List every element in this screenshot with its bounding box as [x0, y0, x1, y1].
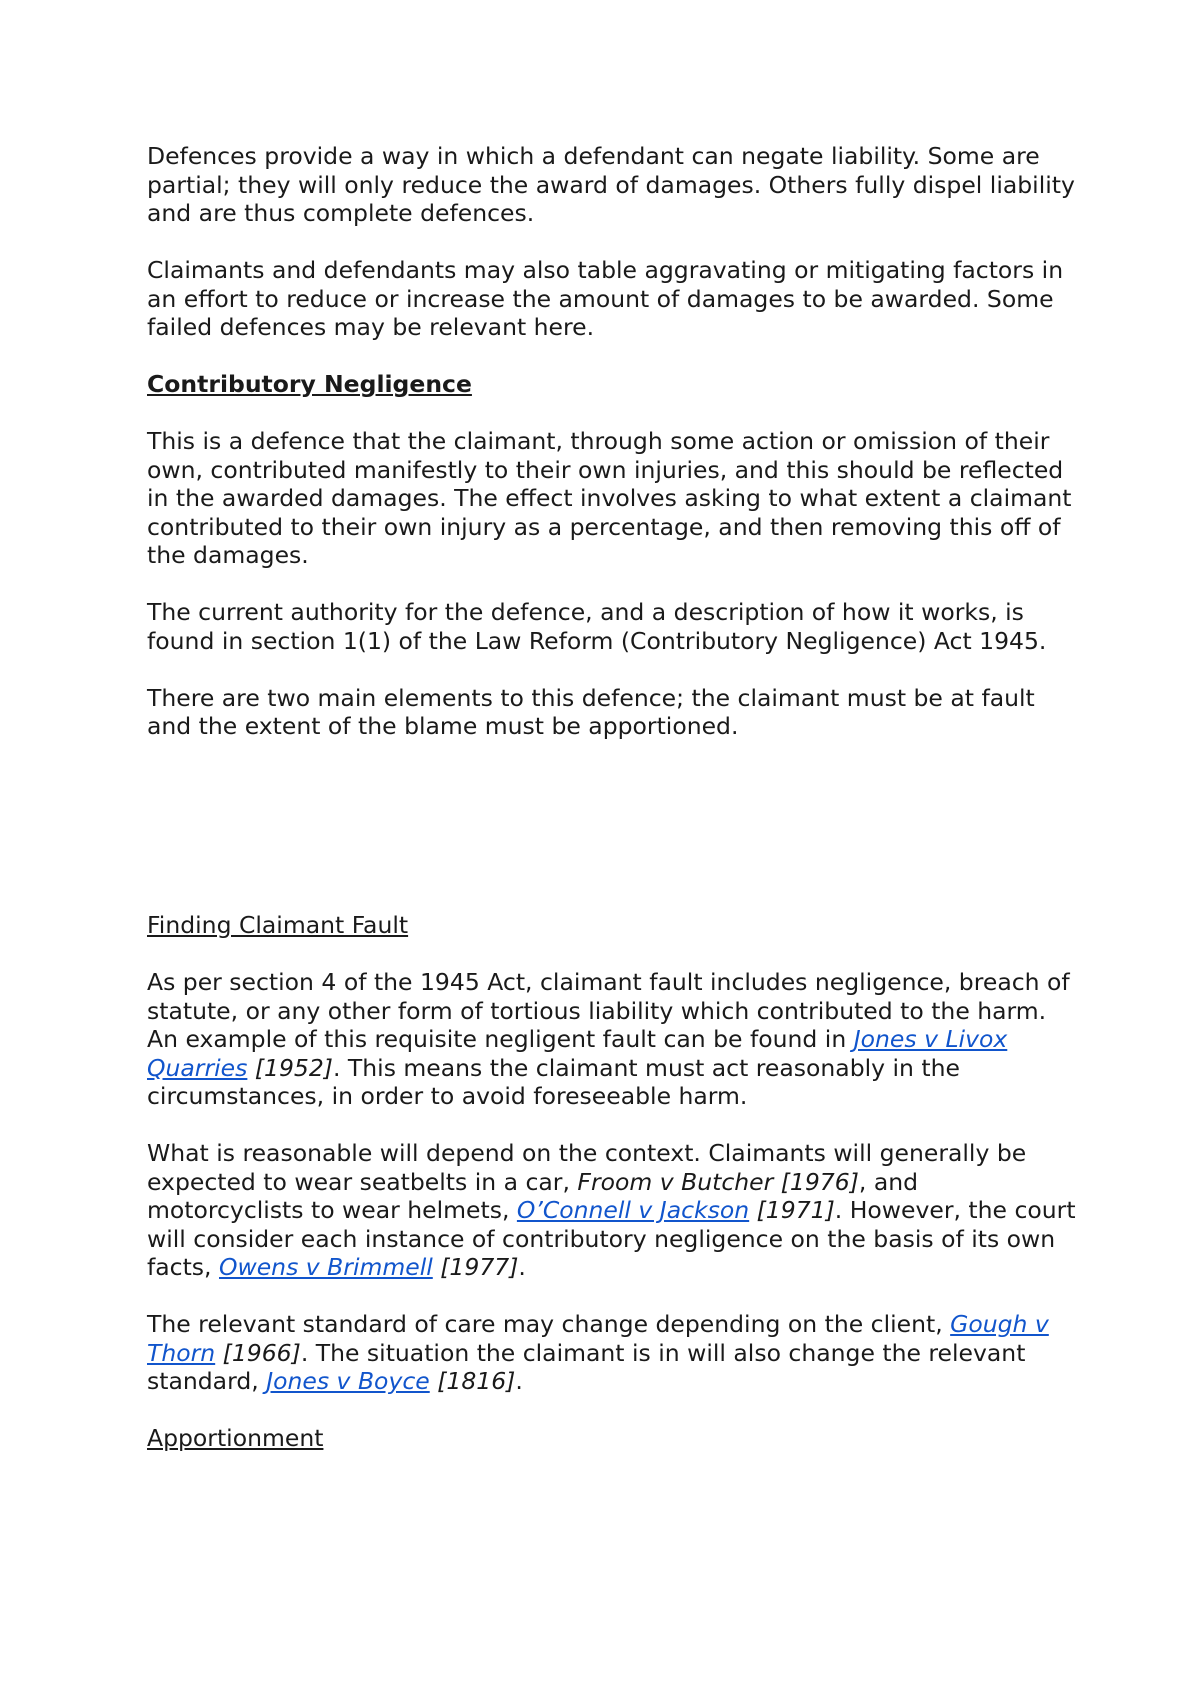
- contributory-paragraph-2: The current authority for the defence, and a description of how it works, is found in section 1(1) of the Law Reform (Contributory Negligence) Act 1945.: [147, 598, 1047, 655]
- case-link-gough-v-thorn[interactable]: Gough v Thorn: [147, 1310, 1049, 1367]
- fault-paragraph-3: [147, 1310, 1077, 1396]
- blank-space: [147, 769, 1077, 911]
- fault-p2-text-b: , and motorcyclists to wear helmets,: [147, 1167, 919, 1224]
- case-froom-v-butcher: Froom v Butcher [1976]: [577, 1167, 859, 1196]
- contributory-paragraph-3: There are two main elements to this defence; the claimant must be at fault and the extent of the blame must be apportioned.: [147, 683, 1035, 740]
- apportionment-heading: Apportionment: [147, 1424, 324, 1452]
- fault-p3-text-b: . The situation the claimant is in will also change the relevant standard,: [147, 1338, 1026, 1395]
- case-link-jones-v-livox[interactable]: Jones v Livox Quarries: [147, 1025, 1008, 1082]
- fault-paragraph-2: [147, 1139, 1077, 1282]
- case-link-oconnell-v-jackson[interactable]: O’Connell v Jackson: [516, 1196, 750, 1224]
- fault-p2-text-d: .: [518, 1253, 526, 1281]
- fault-p1-text-b: . This means the claimant must act reasonably in the circumstances, in order to avoid foreseeable harm.: [147, 1053, 960, 1110]
- fault-p2-text-a: What is reasonable will depend on the context. Claimants will generally be expected to wear seatbelts in a car,: [147, 1139, 1027, 1196]
- case-citation: [1816]: [429, 1367, 516, 1395]
- contributory-negligence-heading: Contributory Negligence: [147, 370, 472, 398]
- case-link-jones-v-boyce[interactable]: Jones v Boyce: [266, 1367, 430, 1395]
- fault-p2-text-c: . However, the court will consider each instance of contributory negligence on the basis of its own facts,: [147, 1196, 1076, 1281]
- fault-p3-text-c: .: [515, 1367, 523, 1395]
- contributory-paragraph-1: This is a defence that the claimant, through some action or omission of their own, contributed manifestly to their own injuries, and this should be reflected in the awarded damages. The effect involves asking to what extent a claimant contributed to their own injury as a percentage, and then removing this off of the damages.: [147, 427, 1072, 569]
- case-citation: [1966]: [215, 1338, 301, 1367]
- fault-p1-text-a: As per section 4 of the 1945 Act, claimant fault includes negligence, breach of statute, or any other form of tortious liability which contributed to the harm. An example of this requisite negligent fault can be found in: [147, 968, 1070, 1053]
- fault-paragraph-1: [147, 968, 1077, 1111]
- document-page: [147, 142, 1077, 1481]
- case-citation: [1971]: [749, 1196, 835, 1224]
- intro-paragraph-2: Claimants and defendants may also table aggravating or mitigating factors in an effort to reduce or increase the amount of damages to be awarded. Some failed defences may be relevant here.: [147, 256, 1064, 341]
- case-citation: [1952]: [247, 1053, 333, 1082]
- case-citation: [1977]: [432, 1253, 519, 1281]
- intro-paragraph-1: Defences provide a way in which a defendant can negate liability. Some are partial; they will only reduce the award of damages. Others fully dispel liability and are thus complete defences.: [147, 142, 1075, 227]
- finding-claimant-fault-heading: Finding Claimant Fault: [147, 911, 409, 939]
- fault-p3-text-a: The relevant standard of care may change depending on the client,: [147, 1310, 951, 1338]
- case-link-owens-v-brimmell[interactable]: Owens v Brimmell: [219, 1253, 433, 1281]
